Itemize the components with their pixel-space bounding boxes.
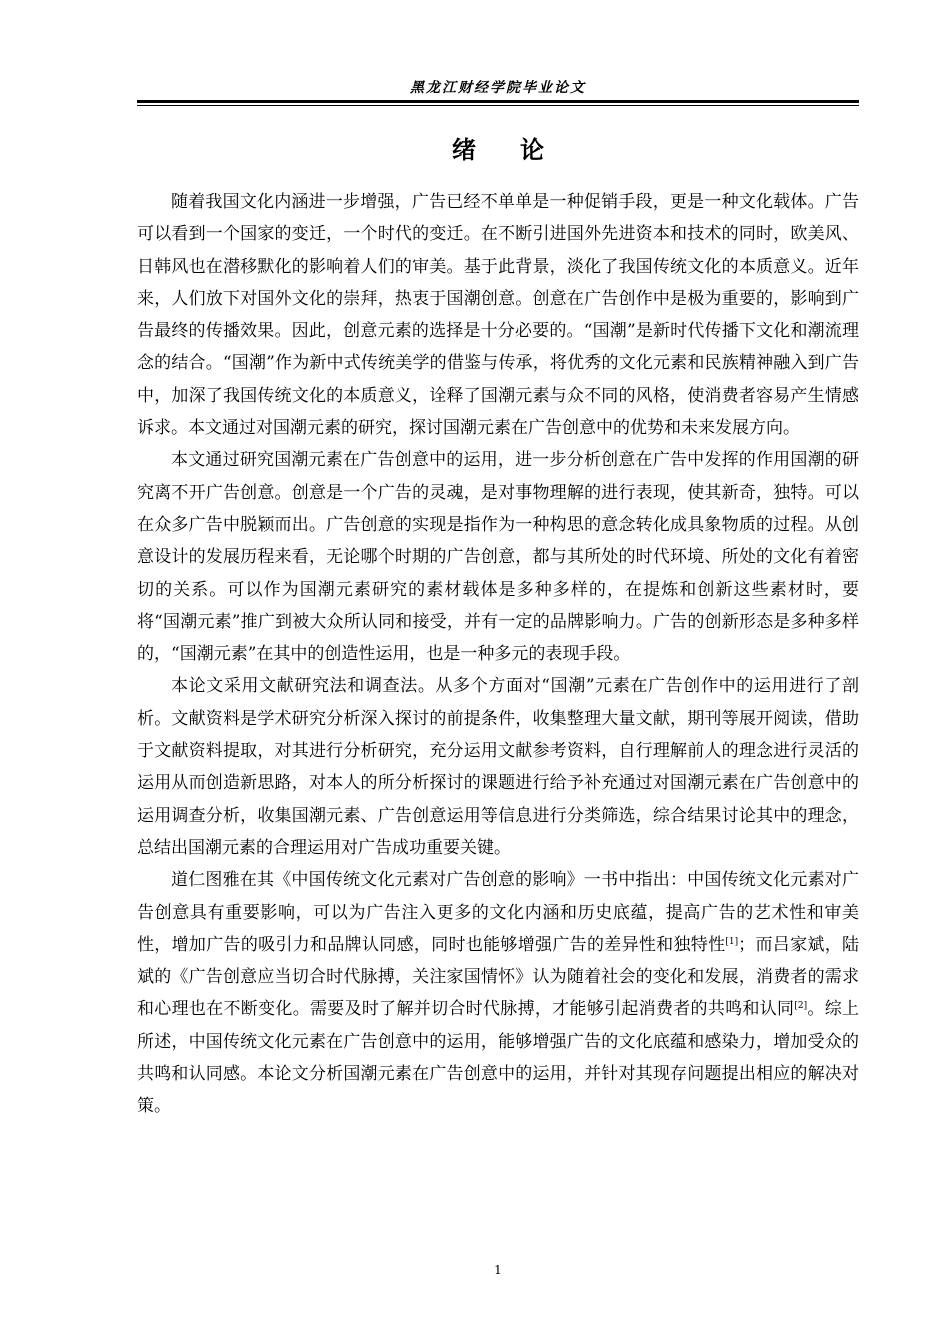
header-rule-thin (137, 105, 859, 106)
page-header (137, 78, 859, 106)
paragraph-4-part-1: 道仁图雅在其《中国传统文化元素对广告创意的影响》一书中指出：中国传统文化元素对广告创意具有重要影响，可以为广告注入更多的文化内涵和历史底蕴，提高广告的艺术性和审美性，增加广告的吸引力和品牌认同感，同时也能够增强广告的差异性和独特性 (137, 870, 859, 955)
header-title: 黑龙江财经学院毕业论文 (410, 80, 586, 96)
page-number: 1 (494, 1263, 502, 1277)
paragraph-2: 本文通过研究国潮元素在广告创意中的运用，进一步分析创意在广告中发挥的作用国潮的研究离不开广告创意。创意是一个广告的灵魂，是对事物理解的进行表现，使其新奇，独特。可以在众多广告中脱颖而出。广告创意的实现是指作为一种构思的意念转化成具象物质的过程。从创意设计的发展历程来看，无论哪个时期的广告创意，都与其所处的时代环境、所处的文化有着密切的关系。可以作为国潮元素研究的素材载体是多种多样的，在提炼和创新这些素材时，要将“国潮元素”推广到被大众所认同和接受，并有一定的品牌影响力。广告的创新形态是多种多样的，“国潮元素”在其中的创造性运用，也是一种多元的表现手段。 (137, 450, 859, 665)
paragraph-4 (137, 864, 859, 1122)
body-text (137, 186, 859, 1123)
paragraph-4-part-3: 。综上所述，中国传统文化元素在广告创意中的运用，能够增强广告的文化底蕴和感染力，增加受众的共鸣和认同感。本论文分析国潮元素在广告创意中的运用，并针对其现存问题提出相应的解决对策。 (137, 999, 860, 1117)
paragraph-1: 随着我国文化内涵进一步增强，广告已经不单单是一种促销手段，更是一种文化载体。广告可以看到一个国家的变迁，一个时代的变迁。在不断引进国外先进资本和技术的同时，欧美风、日韩风也在潜移默化的影响着人们的审美。基于此背景，淡化了我国传统文化的本质意义。近年来，人们放下对国外文化的崇拜，热衷于国潮创意。创意在广告创作中是极为重要的，影响到广告最终的传播效果。因此，创意元素的选择是十分必要的。“国潮”是新时代传播下文化和潮流理念的结合。“国潮”作为新中式传统美学的借鉴与传承，将优秀的文化元素和民族精神融入到广告中，加深了我国传统文化的本质意义，诠释了国潮元素与众不同的风格，使消费者容易产生情感诉求。本文通过对国潮元素的研究，探讨国潮元素在广告创意中的优势和未来发展方向。 (137, 192, 859, 439)
header-rule-thick (137, 100, 859, 103)
paragraph-4-part-2: ；而吕家斌，陆斌的《广告创意应当切合时代脉搏，关注家国情怀》认为随着社会的变化和发展，消费者的需求和心理也在不断变化。需要及时了解并切合时代脉搏，才能够引起消费者的共鸣和认同 (137, 934, 860, 1020)
citation-1: [1] (725, 936, 739, 947)
paragraph-3: 本论文采用文献研究法和调查法。从多个方面对“国潮”元素在广告创作中的运用进行了剖析。文献资料是学术研究分析深入探讨的前提条件，收集整理大量文献，期刊等展开阅读，借助于文献资料提取，对其进行分析研究，充分运用文献参考资料，自行理解前人的理念进行灵活的运用从而创造新思路，对本人的所分析探讨的课题进行给予补充通过对国潮元素在广告创意中的运用调查分析，收集国潮元素、广告创意运用等信息进行分类筛选，综合结果讨论其中的理念，总结出国潮元素的合理运用对广告成功重要关键。 (137, 676, 859, 858)
citation-2: [2] (794, 1001, 808, 1012)
chapter-title: 绪论 (452, 135, 588, 164)
